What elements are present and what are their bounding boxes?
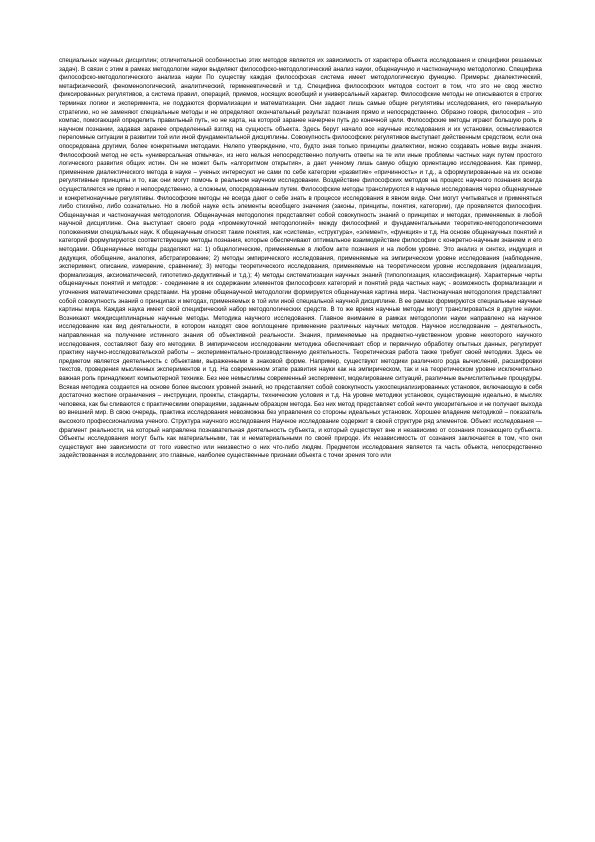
document-page <box>59 57 542 461</box>
body-paragraph: специальных научных дисциплин; отличительной особенностью этих методов является их зависимость от характера объекта исследования и специфики решаемых задач). В связи с этим в рамках методологии науки выделяют философско-методологический анализ науки, общенаучную и частнонаучную методологию. Специфика философско-методологического анализа науки По существу каждая философская система имеет методологическую функцию. Примеры: диалектический, метафизический, феноменологический, аналитический, герменевтический и т.д. Специфика философских методов состоит в том, что это не свод жестко фиксированных регулятивов, а система правил, операций, приемов, носящих всеобщий и универсальный характер. Философские методы не описываются в строгих терминах логики и эксперимента, не поддаются формализации и математизации. Они задают лишь самые общие регулятивы исследования, его генеральную стратегию, но не заменяют специальные методы и не определяют окончательный результат познания прямо и непосредственно. Образно говоря, философия – это компас, помогающий определить правильный путь, но не карта, на которой заранее начерчен путь до конечной цели. Философские методы играют большую роль в научном познании, задавая заранее определенный взгляд на сущность объекта. Здесь берут начало все научные исследования и их установки, осмысливаются переломные ситуации в развитии той или иной фундаментальной дисциплины. Совокупность философских регулятивов выступает действенным средством, если она опосредована другими, более конкретными методами. Нелепо утверждение, что, будто зная только принципы диалектики, можно создавать новые виды знания. Философский метод не есть «универсальная отмычка», из него нельзя непосредственно получить ответы на те или иные проблемы частных наук путем простого логического развития общих истин. Он не может быть «алгоритмом открытия», а дает ученому лишь самую общую ориентацию исследования. Как пример, применение диалектического метода в науке – ученых интересуют не сами по себе категории «развитие» «причинность» и т.д., а сформулированные на их основе регулятивные принципы и то, как они могут помочь в реальном научном исследовании. Воздействие философских методов на процесс научного познания всегда осуществляется не прямо и непосредственно, а сложным, опосредованным путем. Философские методы транслируются в научные исследования через общенаучные и конкретнонаучные регулятивы. Философские методы не всегда дают о себе знать в процессе исследования в явном виде. Они могут учитываться и применяться либо стихийно, либо сознательно. Но в любой науке есть элементы всеобщего значения (законы, принципы, понятия, категории), где проявляется философия. Общенаучная и частнонаучная методология. Общенаучная методология представляет собой совокупность знаний о принципах и методах, применяемых в любой научной дисциплине. Она выступает своего рода «промежуточной методологией» между философией и фундаментальными теоретико-методологическими положениями специальных наук. К общенаучным относят такие понятия, как «система», «структура», «элемент», «функция» и т.д. На основе общенаучных понятий и категорий формулируются соответствующие методы познания, которые обеспечивают оптимальное взаимодействие философии с конкретно-научным знанием и его методами. Общенаучные методы разделяют на: 1) общелогические, применяемые в любом акте познания и на любом уровне. Это анализ и синтез, индукция и дедукция, обобщение, аналогия, абстрагирование; 2) методы эмпирического исследования, применяемые на эмпирическом уровне исследования (наблюдение, эксперимент, описание, измерение, сравнение); 3) методы теоретического исследования, применяемые на теоретическом уровне исследования (идеализация, формализация, аксиоматический, гипотетико-дедуктивный и т.д.); 4) методы систематизации научных знаний (типологизация, классификация). Характерные черты общенаучных понятий и методов: - соединение в их содержании элементов философских категорий и понятий ряда частных наук; - возможность формализации и уточнения математическими средствами. На уровне общенаучной методологии формируется общенаучная картина мира. Частнонаучная методология представляет собой совокупность знаний о принципах и методах, применяемых в той или иной специальной научной дисциплине. В ее рамках формируются специальные научные картины мира. Каждая наука имеет свой специфический набор методологических средств. В то же время научные методы могут транслироваться в другие науки. Возникают междисциплинарные научные методы. Методика научного исследования. Главное внимание в рамках методологии науки направлено на научное исследование как вид деятельности, в котором находят свое воплощение применение различных научных методов. Научное исследование – деятельность, направленная на получение истинного знания об объективной реальности. Знания, применяемые на предметно-чувственном уровне некоторого научного исследования, составляют базу его методики. В эмпирическом исследовании методика обеспечивает сбор и первичную обработку опытных данных, регулирует практику научно-исследовательской работы – экспериментально-производственную деятельность. Теоретическая работа также требует своей методики. Здесь ее предметом является деятельность с объектами, выраженными в знаковой форме. Например, существуют методики различного рода вычислений, расшифровки текстов, проведения мысленных экспериментов и т.д. На современном этапе развития науки как на эмпирическом, так и на теоретическом уровне исключительно важная роль принадлежит компьютерной технике. Без нее немыслимы современный эксперимент, моделирование ситуаций, различные вычислительные процедуры. Всякая методика создается на основе более высоких уровней знаний, но представляет собой совокупность узкоспециализированных установок, включающую в себя достаточно жесткие ограничения – инструкции, проекты, стандарты, технические условия и т.д. На уровне методики установок, существующие идеально, в мыслях человека, как бы сливаются с практическими операциями, заданным образцом метода. Без них метод представляет собой нечто умозрительное и не получает выхода во внешний мир. В свою очередь, практика исследования невозможна без управления со стороны идеальных установок. Хорошее владение методикой – показатель высокого профессионализма ученого. Структура научного исследования Научное исследование содержит в своей структуре ряд элементов. Объект исследования — фрагмент реальности, на который направлена познавательная деятельность субъекта, и который существует вне и независимо от сознания познающего субъекта. Объекты исследования могут быть как материальными, так и нематериальными по своей природе. Их независимость от сознания заключается в том, что они существуют вне зависимости от того известно или неизвестно о них что-либо людям. Предметом исследования является та часть объекта, непосредственно задействованная в исследовании; это главные, наиболее существенные признаки объекта с точки зрения того или <box>59 57 542 460</box>
